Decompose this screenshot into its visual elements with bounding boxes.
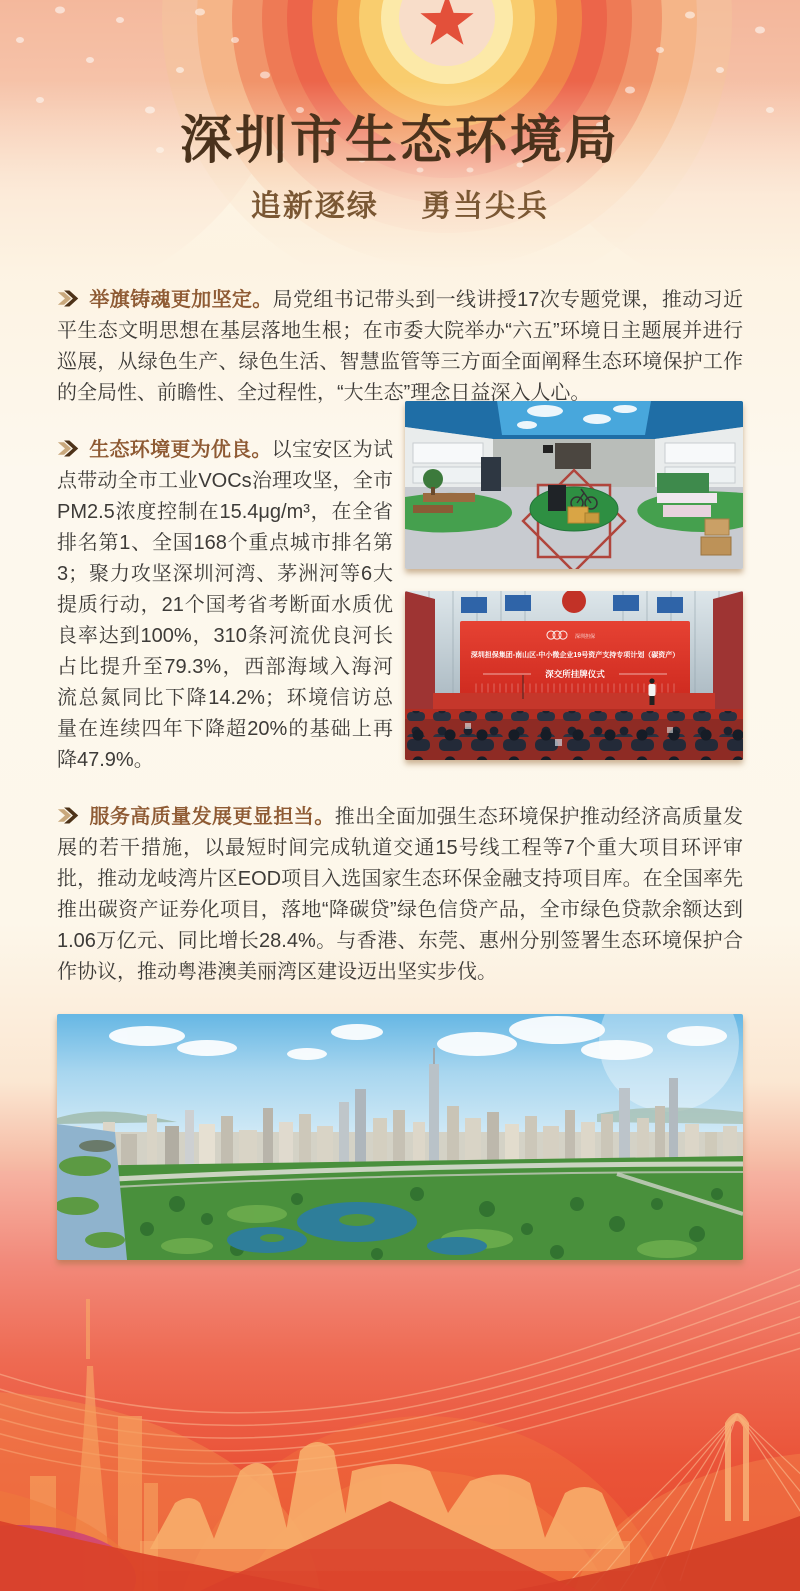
arrow-bullet-icon [57,806,80,825]
screen-subtitle-text: 深交所挂牌仪式 [545,668,605,679]
page-subtitle: 追新逐绿 勇当尖兵 [250,189,550,223]
paragraph-2-lead: 生态环境更为优良。 [89,438,272,461]
listing-ceremony-photo [405,591,743,760]
screen-title-text: 深圳担保集团-南山区-中小微企业19号资产支持专项计划（碳资产） [470,651,680,659]
paragraph-3-lead: 服务高质量发展更显担当。 [89,805,335,828]
arrow-bullet-icon [57,439,80,458]
article-body [0,225,800,1260]
paragraph-2-text: 以宝安区为试点带动全市工业VOCs治理攻坚，全市PM2.5浓度控制在15.4μg/m³，在全省排名第1、全国168个重点城市排名第3；聚力攻坚深圳河湾、茅洲河等6大提质行动，21个国考省考断面水质优良率达到100%，310条河流优良河长占比提升至79.3%，西部海域入海河流总氮同比下降14.2%；环境信访总量在连续四年下降超20%的基础上再降47.9%。 [57,438,394,771]
arrow-bullet-icon [57,289,80,308]
paragraph-3-text: 推出全面加强生态环境保护推动经济高质量发展的若干措施，以最短时间完成轨道交通15号线工程等7个重大项目环评审批，推动龙岐湾片区EOD项目入选国家生态环保金融支持项目库。在全国率先推出碳资产证券化项目，落地“降碳贷”绿色信贷产品，全市绿色贷款余额达到1.06万亿元、同比增长28.4%。与香港、东莞、惠州分别签署生态环境保护合作协议，推动粤港澳美丽湾区建设迈出坚实步伐。 [57,805,743,983]
page-title: 深圳市生态环境局 [179,112,620,170]
city-panorama-photo [57,1014,743,1260]
paragraph-1 [57,285,743,409]
paragraph-3 [57,802,743,988]
photo-column [405,401,743,760]
paragraph-1-text: 局党组书记带头到一线讲授17次专题党课，推动习近平生态文明思想在基层落地生根；在市委大院举办“六五”环境日主题展并进行巡展，从绿色生产、绿色生活、智慧监管等三方面全面阐释生态环境保护工作的全局性、前瞻性、全过程性，“大生态”理念日益深入人心。 [57,288,743,404]
masthead [0,0,800,225]
paragraph-1-lead: 举旗铸魂更加坚定。 [89,288,273,311]
exhibition-hall-photo [405,401,743,569]
screen-logo-text: 深圳担保 [575,633,596,640]
